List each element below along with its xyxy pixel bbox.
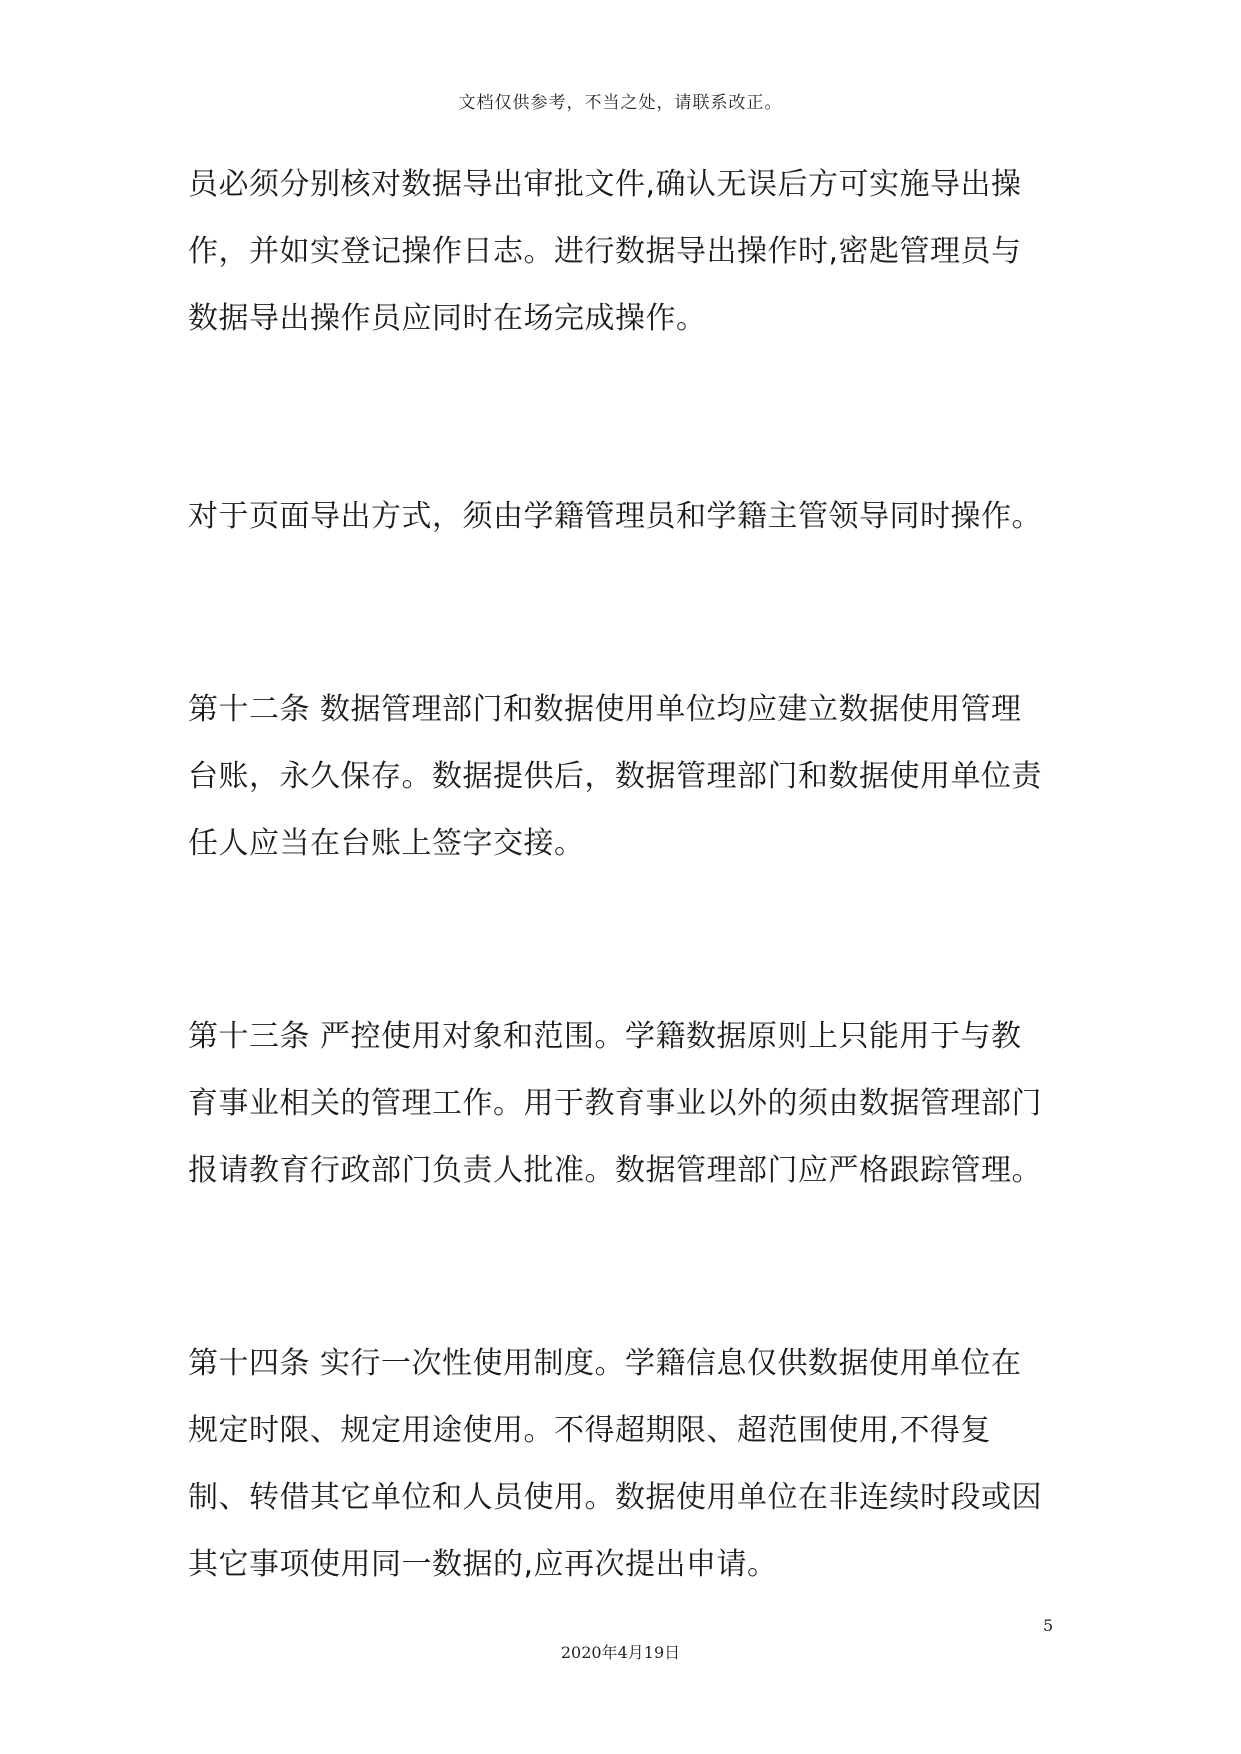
header-disclaimer: 文档仅供参考，不当之处，请联系改正。 xyxy=(458,93,783,113)
article-12-paragraph: 第十二条 数据管理部门和数据使用单位均应建立数据使用管理台账，永久保存。数据提供后，数据管理部门和数据使用单位责任人应当在台账上签字交接。 xyxy=(188,692,1042,861)
article-13-paragraph: 第十三条 严控使用对象和范围。学籍数据原则上只能用于与教育事业相关的管理工作。用于教育事业以外的须由数据管理部门报请教育行政部门负责人批准。数据管理部门应严格跟踪管理。 xyxy=(188,1019,1042,1188)
article-14-paragraph: 第十四条 实行一次性使用制度。学籍信息仅供数据使用单位在规定时限、规定用途使用。不得超期限、超范围使用,不得复制、转借其它单位和人员使用。数据使用单位在非连续时段或因其它事项使用同一数据的,应再次提出申请。 xyxy=(188,1346,1042,1582)
body-paragraph: 对于页面导出方式，须由学籍管理员和学籍主管领导同时操作。 xyxy=(188,499,1042,534)
body-paragraph: 员必须分别核对数据导出审批文件,确认无误后方可实施导出操作，并如实登记操作日志。进行数据导出操作时,密匙管理员与数据导出操作员应同时在场完成操作。 xyxy=(188,167,1022,336)
page-number: 5 xyxy=(1043,1616,1054,1635)
footer-date: 2020年4月19日 xyxy=(560,1643,681,1662)
